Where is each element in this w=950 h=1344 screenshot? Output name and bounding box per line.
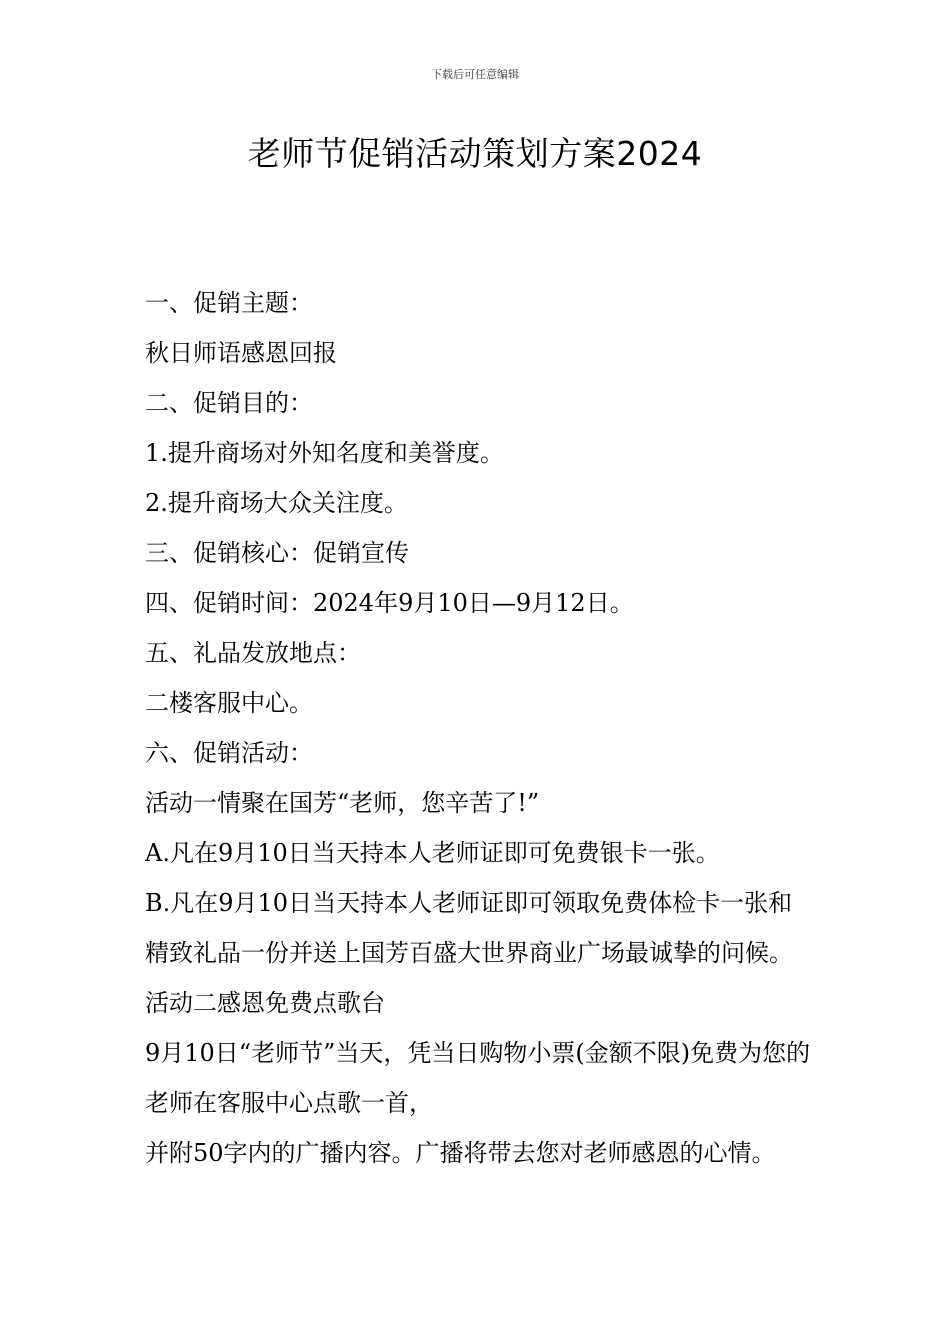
paragraph-activity-2-broadcast: 并附50字内的广播内容。广播将带去您对老师感恩的心情。 [145, 1139, 776, 1167]
paragraph-theme: 秋日师语感恩回报 [145, 339, 337, 367]
paragraph-activity-1-title: 活动一情聚在国芳“老师，您辛苦了!” [145, 789, 540, 817]
header-note: 下载后可任意编辑 [431, 68, 519, 81]
section-heading-purpose: 二、促销目的： [145, 389, 313, 417]
paragraph-activity-1-b: B.凡在9月10日当天持本人老师证即可领取免费体检卡一张和精致礼品一份并送上国芳百盛大世界商业广场最诚挚的问候。 [145, 889, 793, 967]
document-body [145, 278, 815, 1178]
section-heading-theme: 一、促销主题： [145, 289, 313, 317]
paragraph-purpose-1: 1.提升商场对外知名度和美誉度。 [145, 439, 504, 467]
paragraph-activity-2-detail: 9月10日“老师节”当天，凭当日购物小票(金额不限)免费为您的老师在客服中心点歌一首， [145, 1039, 811, 1117]
section-heading-location: 五、礼品发放地点： [145, 639, 361, 667]
section-heading-core: 三、促销核心：促销宣传 [145, 539, 409, 567]
document-title: 老师节促销活动策划方案2024 [247, 134, 703, 173]
paragraph-purpose-2: 2.提升商场大众关注度。 [145, 489, 408, 517]
paragraph-activity-2-title: 活动二感恩免费点歌台 [145, 989, 385, 1017]
section-heading-activities: 六、促销活动： [145, 739, 313, 767]
paragraph-location: 二楼客服中心。 [145, 689, 313, 717]
paragraph-activity-1-a: A.凡在9月10日当天持本人老师证即可免费银卡一张。 [145, 839, 720, 867]
section-heading-time: 四、促销时间：2024年9月10日—9月12日。 [145, 589, 634, 617]
